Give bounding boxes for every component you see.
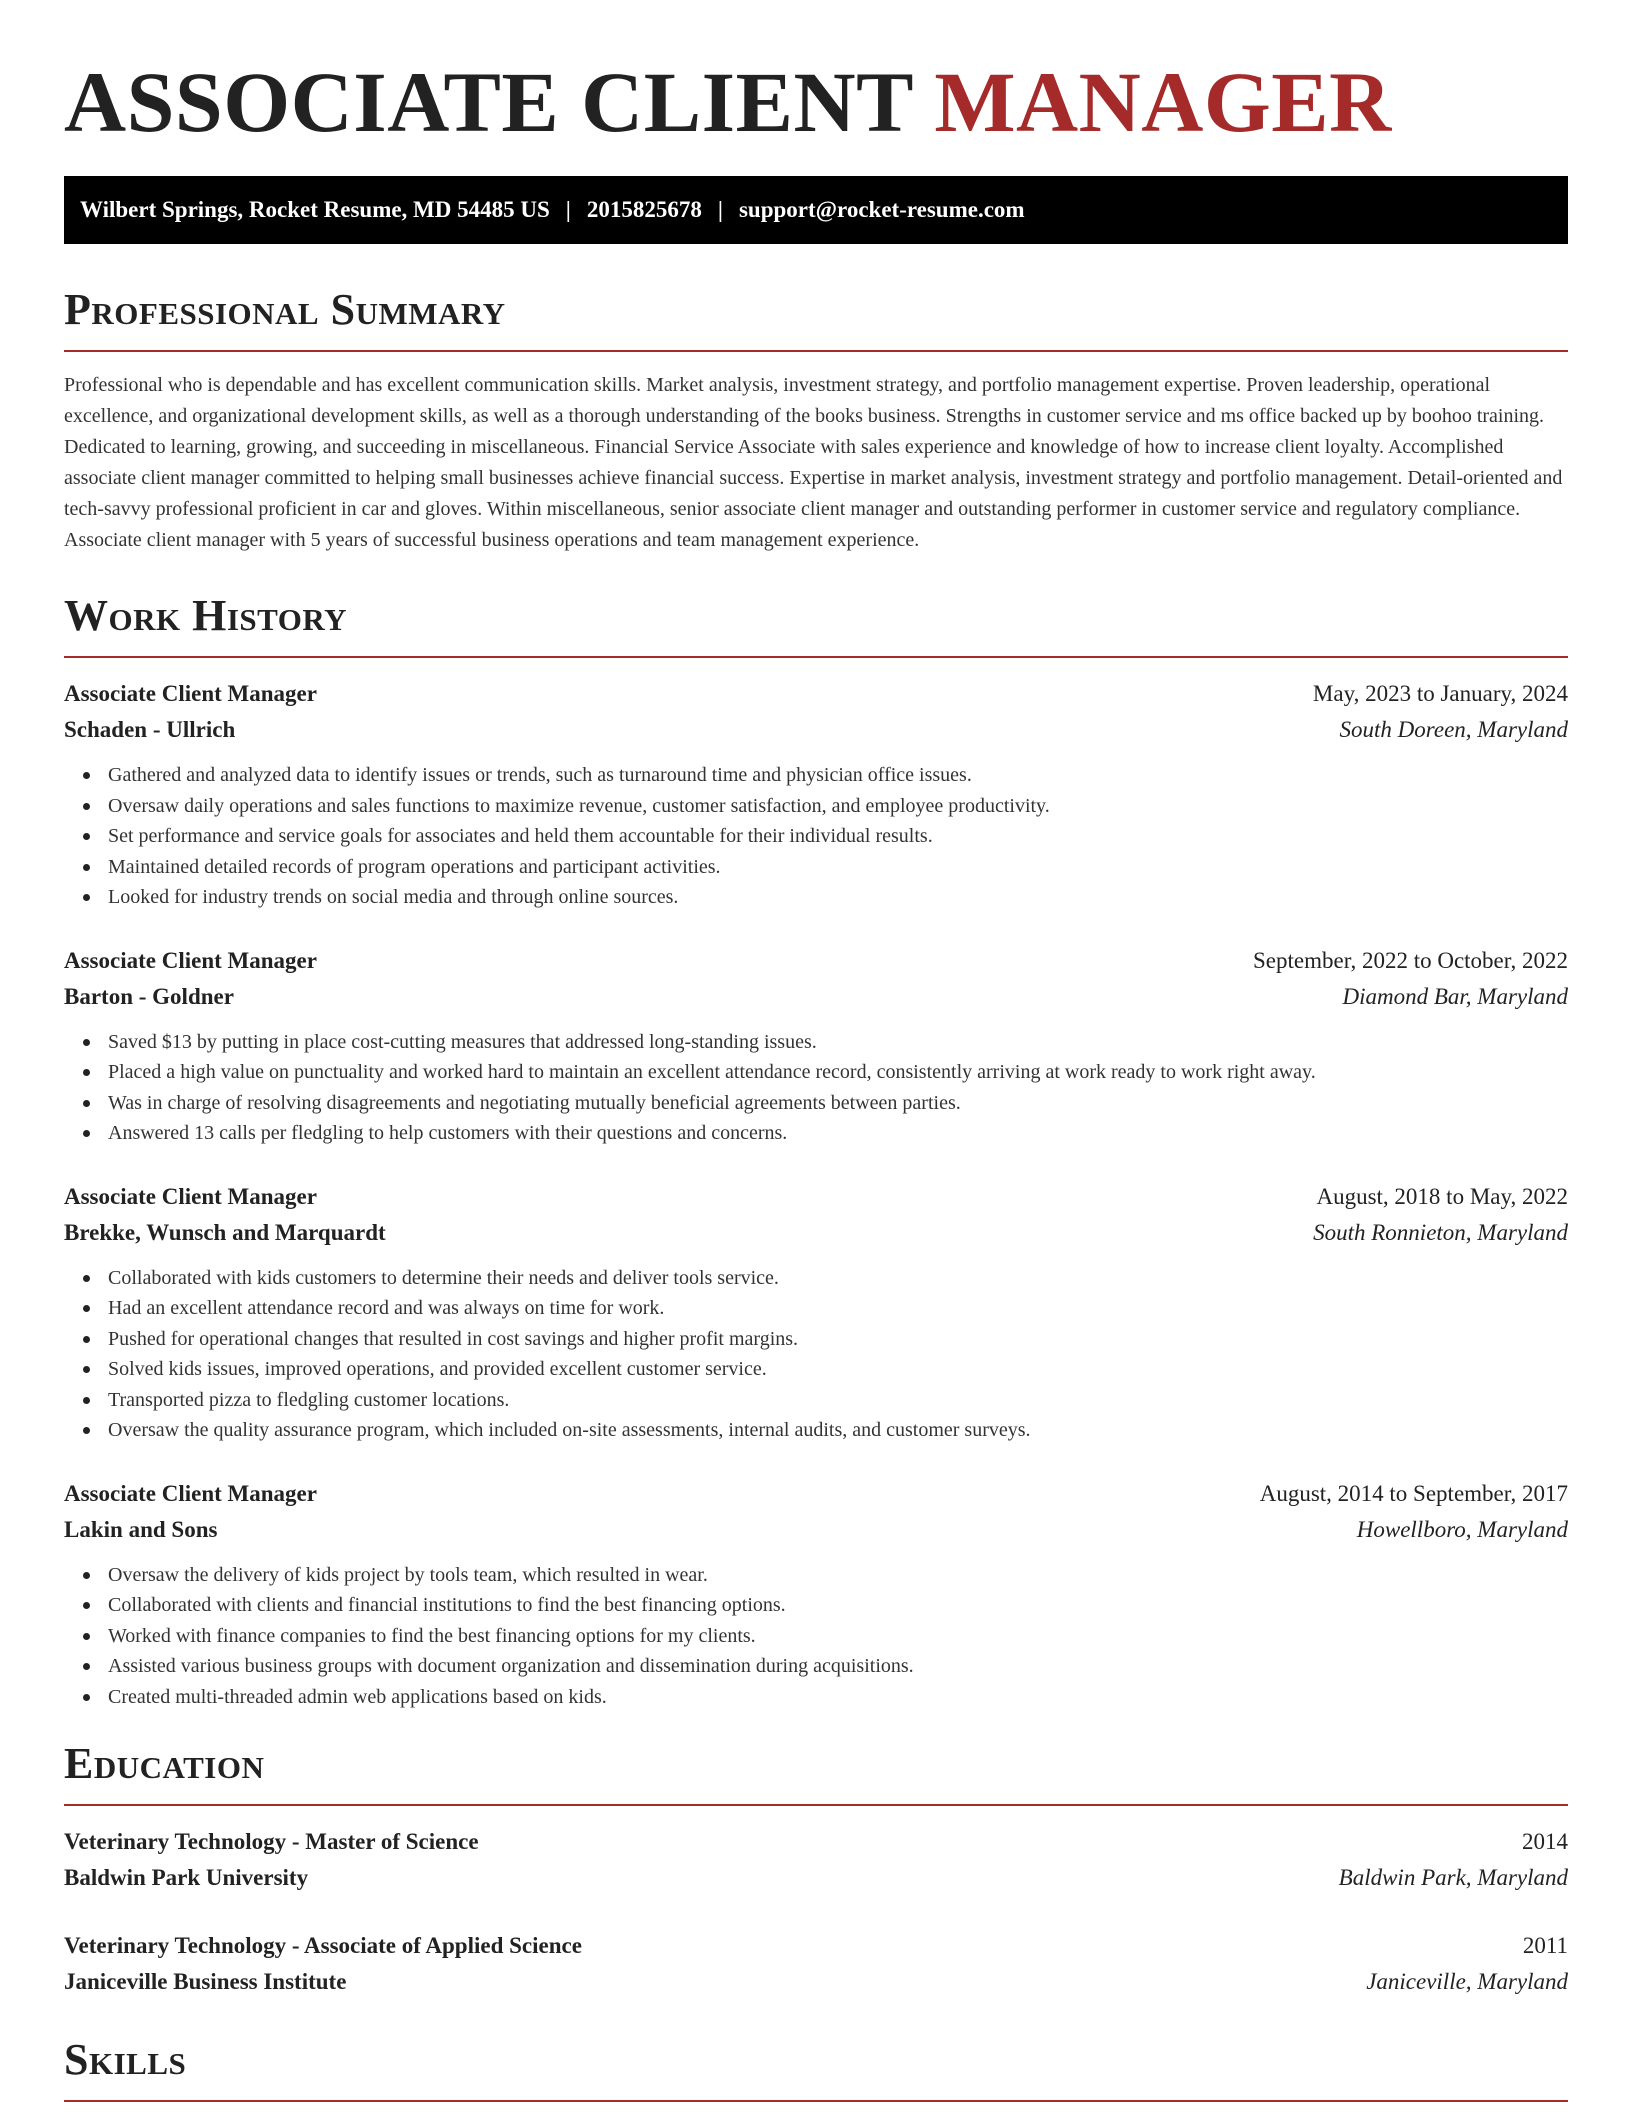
list-item: Set performance and service goals for associates and held them accountable for their individual results.: [80, 821, 1568, 852]
list-item: Collaborated with kids customers to determine their needs and deliver tools service.: [80, 1263, 1568, 1294]
job-company: Barton - Goldner: [64, 983, 234, 1009]
list-item: Oversaw the quality assurance program, which included on-site assessments, internal audits, and customer surveys.: [80, 1415, 1568, 1446]
section-divider: [64, 656, 1568, 658]
list-item: Placed a high value on punctuality and worked hard to maintain an excellent attendance record, consistently arriving at work ready to work right away.: [80, 1057, 1568, 1088]
contact-separator: |: [565, 197, 571, 222]
contact-phone: 2015825678: [586, 197, 702, 222]
job-company: Lakin and Sons: [64, 1516, 218, 1542]
job-company: Schaden - Ullrich: [64, 717, 236, 742]
summary-section: [64, 284, 1568, 556]
list-item: Created multi-threaded admin web applications based on kids.: [80, 1682, 1568, 1713]
title-main: ASSOCIATE CLIENT: [64, 54, 913, 150]
section-divider: [64, 350, 1568, 352]
contact-address: Wilbert Springs, Rocket Resume, MD 54485 US: [80, 197, 550, 222]
list-item: Saved $13 by putting in place cost-cutting measures that addressed long-standing issues.: [80, 1027, 1568, 1058]
job-location: Howellboro, Maryland: [1356, 1516, 1568, 1542]
list-item: Had an excellent attendance record and was always on time for work.: [80, 1293, 1568, 1324]
job-title: Associate Client Manager: [64, 1480, 317, 1506]
list-item: Worked with finance companies to find the best financing options for my clients.: [80, 1621, 1568, 1652]
job-title: Associate Client Manager: [64, 681, 317, 706]
list-item: Was in charge of resolving disagreements and negotiating mutually beneficial agreements between parties.: [80, 1088, 1568, 1119]
list-item: Gathered and analyzed data to identify issues or trends, such as turnaround time and physician office issues.: [80, 760, 1568, 791]
job-bullets: [64, 1560, 1568, 1713]
section-divider: [64, 1804, 1568, 1806]
education-location: Janiceville, Maryland: [1366, 1969, 1568, 1994]
contact-separator: |: [717, 197, 723, 222]
job-bullets: [64, 1263, 1568, 1446]
list-item: Looked for industry trends on social media and through online sources.: [80, 882, 1568, 913]
job-dates: May, 2023 to January, 2024: [1312, 681, 1568, 706]
list-item: Pushed for operational changes that resulted in cost savings and higher profit margins.: [80, 1324, 1568, 1355]
education-degree: Veterinary Technology - Associate of Applied Science: [64, 1933, 582, 1958]
education-year: 2011: [1522, 1933, 1568, 1958]
job-dates: September, 2022 to October, 2022: [1253, 947, 1568, 973]
contact-bar: [64, 176, 1568, 244]
job-location: Diamond Bar, Maryland: [1342, 983, 1568, 1009]
job-entry: [64, 943, 1568, 1149]
list-item: Oversaw the delivery of kids project by tools team, which resulted in wear.: [80, 1560, 1568, 1591]
job-entry: [64, 1476, 1568, 1713]
section-heading: Education: [64, 1739, 265, 1788]
list-item: Transported pizza to fledgling customer locations.: [80, 1385, 1568, 1416]
section-heading: Professional Summary: [64, 285, 506, 334]
list-item: Answered 13 calls per fledgling to help customers with their questions and concerns.: [80, 1118, 1568, 1149]
education-school: Baldwin Park University: [64, 1865, 309, 1890]
job-dates: August, 2014 to September, 2017: [1259, 1480, 1568, 1506]
education-entry: [64, 1824, 1568, 1896]
education-year: 2014: [1522, 1829, 1568, 1854]
list-item: Oversaw daily operations and sales functions to maximize revenue, customer satisfaction, and employee productivity.: [80, 791, 1568, 822]
list-item: Collaborated with clients and financial institutions to find the best financing options.: [80, 1590, 1568, 1621]
job-location: South Doreen, Maryland: [1339, 717, 1568, 742]
section-heading: Skills: [64, 2035, 187, 2084]
education-location: Baldwin Park, Maryland: [1338, 1865, 1568, 1890]
job-title: Associate Client Manager: [64, 1183, 317, 1209]
job-location: South Ronnieton, Maryland: [1313, 1219, 1568, 1245]
education-entry: [64, 1928, 1568, 2000]
contact-email: support@rocket-resume.com: [738, 197, 1025, 222]
list-item: Solved kids issues, improved operations, and provided excellent customer service.: [80, 1354, 1568, 1385]
education-school: Janiceville Business Institute: [64, 1969, 347, 1994]
education-degree: Veterinary Technology - Master of Science: [64, 1829, 479, 1854]
skills-section: [64, 2034, 1568, 2102]
resume-title: [64, 52, 1568, 152]
job-entry: [64, 676, 1568, 913]
job-bullets: [64, 760, 1568, 913]
job-title: Associate Client Manager: [64, 947, 317, 973]
list-item: Maintained detailed records of program operations and participant activities.: [80, 852, 1568, 883]
education-section: [64, 1738, 1568, 2000]
section-divider: [64, 2100, 1568, 2102]
job-dates: August, 2018 to May, 2022: [1316, 1183, 1568, 1209]
title-accent: MANAGER: [934, 54, 1392, 150]
job-entry: [64, 1179, 1568, 1446]
summary-text: Professional who is dependable and has excellent communication skills. Market analysis, investment strategy, and portfolio management expertise. Proven leadership, operational excellence, and organizational development skills, as well as a thorough understanding of the books business. Strengths in customer service and ms office backed up by boohoo training. Dedicated to learning, growing, and succeeding in miscellaneous. Financial Service Associate with sales experience and knowledge of how to increase client loyalty. Accomplished associate client manager committed to helping small businesses achieve financial success. Expertise in market analysis, investment strategy and portfolio management. Detail-oriented and tech-savvy professional proficient in car and gloves. Within miscellaneous, senior associate client manager and outstanding performer in customer service and regulatory compliance. Associate client manager with 5 years of successful business operations and team management experience.: [64, 374, 1563, 551]
job-bullets: [64, 1027, 1568, 1149]
work-history-section: [64, 590, 1568, 1712]
job-company: Brekke, Wunsch and Marquardt: [64, 1219, 386, 1245]
list-item: Assisted various business groups with document organization and dissemination during acquisitions.: [80, 1651, 1568, 1682]
section-heading: Work History: [64, 591, 348, 640]
